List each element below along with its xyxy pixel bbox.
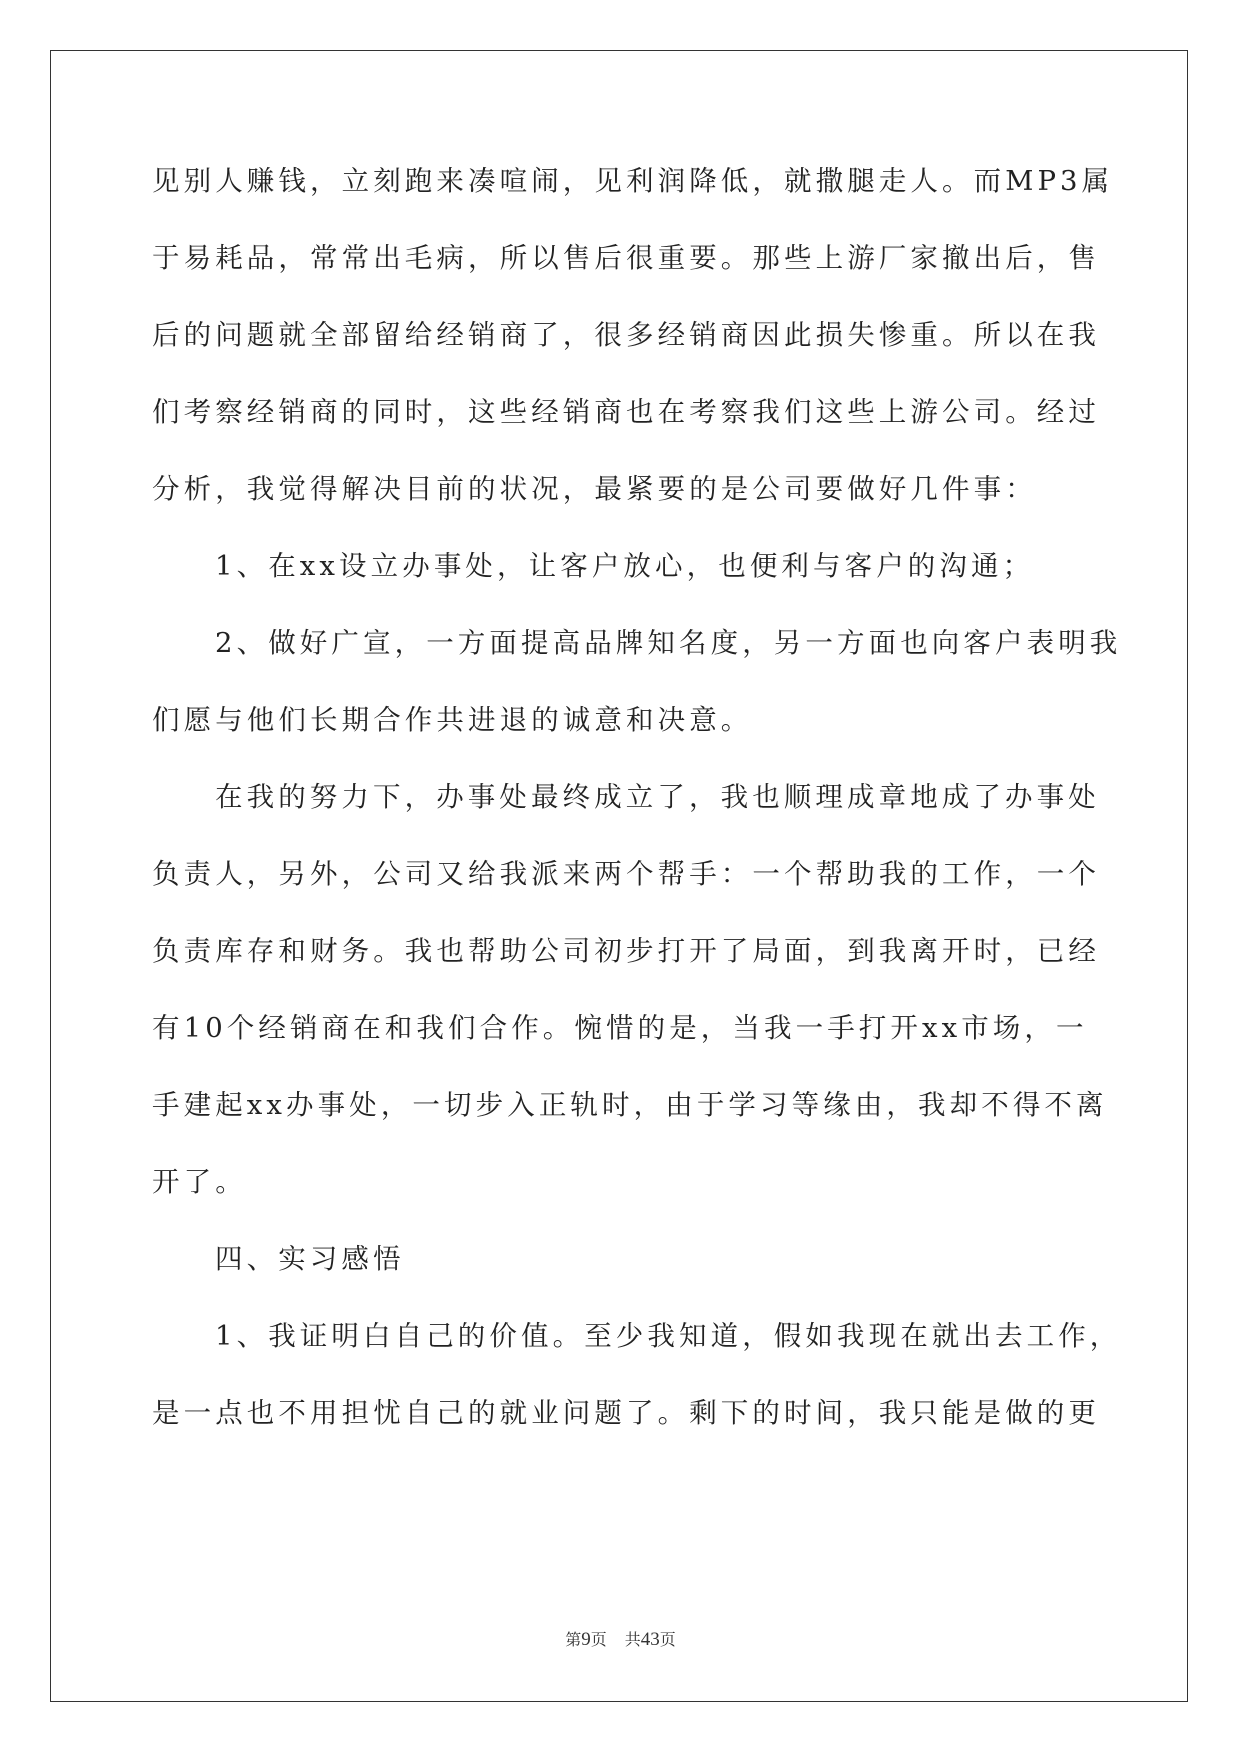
text-line: 有10个经销商在和我们合作。惋惜的是，当我一手打开xx市场，一 [152, 1012, 1088, 1044]
section-heading: 四、实习感悟 [215, 1243, 405, 1275]
text-line: 后的问题就全部留给经销商了，很多经销商因此损失惨重。所以在我 [152, 319, 1100, 351]
text-line: 负责库存和财务。我也帮助公司初步打开了局面，到我离开时，已经 [152, 935, 1100, 967]
footer-prefix: 第 [565, 1630, 582, 1649]
text-line: 是一点也不用担忧自己的就业问题了。剩下的时间，我只能是做的更 [152, 1397, 1100, 1429]
text-line: 手建起xx办事处，一切步入正轨时，由于学习等缘由，我却不得不离 [152, 1089, 1108, 1121]
text-line: 负责人，另外，公司又给我派来两个帮手：一个帮助我的工作，一个 [152, 858, 1100, 890]
paragraph-start: 在我的努力下，办事处最终成立了，我也顺理成章地成了办事处 [215, 781, 1100, 813]
paragraph-start: 1、我证明白自己的价值。至少我知道，假如我现在就出去工作， [215, 1320, 1122, 1352]
text-line: 分析，我觉得解决目前的状况，最紧要的是公司要做好几件事： [152, 473, 1037, 505]
page-footer [0, 1627, 1241, 1651]
text-line: 见别人赚钱，立刻跑来凑喧闹，见利润降低，就撒腿走人。而MP3属 [152, 165, 1114, 197]
text-line: 开了。 [152, 1166, 247, 1198]
footer-total-prefix: 共 [624, 1630, 641, 1649]
total-pages: 43 [640, 1629, 660, 1650]
page-number: 9 [581, 1629, 591, 1650]
text-line: 们愿与他们长期合作共进退的诚意和决意。 [152, 704, 753, 736]
text-line: 于易耗品，常常出毛病，所以售后很重要。那些上游厂家撤出后，售 [152, 242, 1100, 274]
footer-page-suffix: 页 [590, 1630, 607, 1649]
list-item-2: 2、做好广宣，一方面提高品牌知名度，另一方面也向客户表明我 [215, 627, 1122, 659]
document-body [152, 162, 1122, 1471]
text-line: 们考察经销商的同时，这些经销商也在考察我们这些上游公司。经过 [152, 396, 1100, 428]
footer-total-suffix: 页 [659, 1630, 676, 1649]
list-item-1: 1、在xx设立办事处，让客户放心，也便利与客户的沟通； [215, 550, 1035, 582]
